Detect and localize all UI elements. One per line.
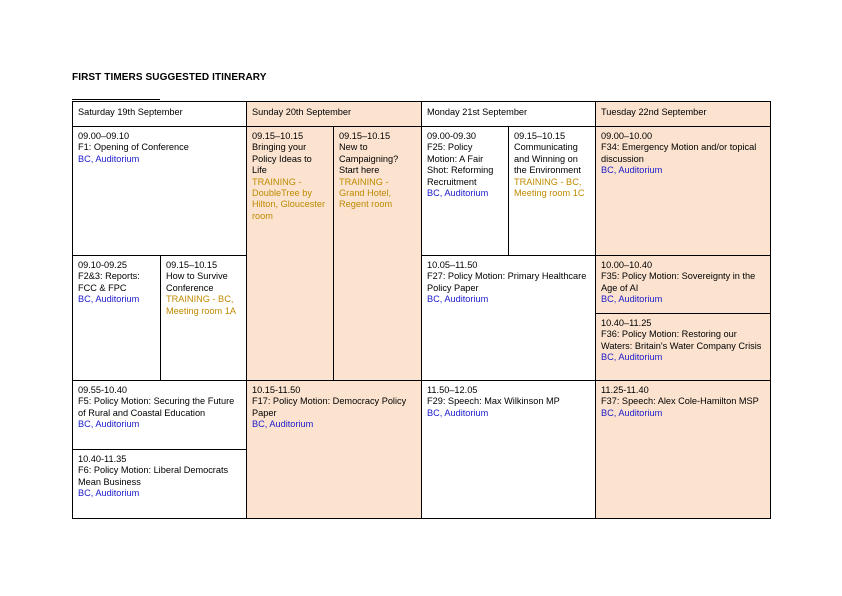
session-time: 09.00–09.10 [78,131,130,141]
session-title: F36: Policy Motion: Restoring our Waters: Britain's Water Company Crisis [601,329,762,351]
session-sat-f6 [72,449,247,519]
session-training: TRAINING - BC, Meeting room 1A [166,294,236,316]
session-sat-survive [160,255,247,381]
session-title: F17: Policy Motion: Democracy Policy Paper [252,396,407,418]
session-training: TRAINING - Grand Hotel, Regent room [339,176,393,210]
session-title: F1: Opening of Conference [78,142,189,153]
session-title: F25: Policy Motion: A Fair Shot: Reforming Recruitment [427,142,494,187]
session-title: F34: Emergency Motion and/or topical discussion [601,142,757,164]
session-sat-f5 [72,380,247,450]
session-location: BC, Auditorium [78,419,140,430]
session-tue-f37 [595,380,771,519]
session-sun-new [333,126,422,381]
session-training: TRAINING - BC, Meeting room 1C [514,176,585,199]
day-header-sunday [246,101,422,127]
session-time: 09.00-09.30 [427,131,477,141]
session-time: 11.50–12.05 [427,385,478,395]
session-title: F35: Policy Motion: Sovereignty in the Age of AI [601,271,756,293]
session-sun-f17 [246,380,422,519]
session-location: BC, Auditorium [78,153,140,164]
session-location: BC, Auditorium [427,407,489,418]
session-tue-f36 [595,313,771,381]
session-mon-f27 [421,255,596,381]
session-location: BC, Auditorium [252,419,314,430]
session-mon-f29 [421,380,596,519]
session-title: F37: Speech: Alex Cole-Hamilton MSP [601,396,759,407]
session-title: New to Campaigning? Start here [339,142,399,176]
session-time: 10.15-11.50 [252,385,301,395]
session-title: F5: Policy Motion: Securing the Future of Rural and Coastal Education [78,396,235,418]
session-time: 09.15–10.15 [252,131,304,141]
session-time: 10.00–10.40 [601,260,653,270]
session-mon-f25 [421,126,509,256]
session-location: BC, Auditorium [427,294,489,305]
day-header-label: Saturday 19th September [78,107,183,117]
session-location: BC, Auditorium [601,407,663,418]
session-title: Bringing your Policy Ideas to Life [252,142,312,176]
session-time: 09.15–10.15 [339,131,391,141]
day-header-label: Sunday 20th September [252,107,352,117]
session-time: 09.00–10.00 [601,131,653,141]
session-title: F2&3: Reports: FCC & FPC [78,271,140,293]
session-time: 11.25-11.40 [601,385,649,395]
session-time: 09.15–10.15 [166,260,218,270]
day-header-saturday [72,101,247,127]
session-title: F29: Speech: Max Wilkinson MP [427,396,560,407]
session-tue-f34 [595,126,771,256]
session-title: F6: Policy Motion: Liberal Democrats Mean Business [78,465,229,487]
session-mon-communicating [508,126,596,256]
day-header-tuesday [595,101,771,127]
session-title: F27: Policy Motion: Primary Healthcare Policy Paper [427,271,587,293]
session-location: BC, Auditorium [601,165,663,176]
session-tue-f35 [595,255,771,314]
session-time: 09.55-10.40 [78,385,128,395]
session-sat-opening [72,126,247,256]
session-time: 10.40–11.25 [601,318,652,328]
day-header-label: Tuesday 22nd September [601,107,707,117]
session-location: BC, Auditorium [601,294,663,305]
session-location: BC, Auditorium [78,488,140,499]
session-title: Communicating and Winning on the Environment [514,142,581,176]
session-location: BC, Auditorium [427,188,489,199]
session-time: 09.15–10.15 [514,131,566,141]
session-title: How to Survive Conference [166,271,228,293]
page-title: FIRST TIMERS SUGGESTED ITINERARY [72,72,267,83]
session-time: 09.10-09.25 [78,260,128,270]
session-sat-reports [72,255,161,381]
session-time: 10.40-11.35 [78,454,127,464]
session-time: 10.05–11.50 [427,260,478,270]
day-header-label: Monday 21st September [427,107,528,117]
title-underline [72,99,160,100]
session-location: BC, Auditorium [78,294,140,305]
day-header-monday [421,101,596,127]
session-training: TRAINING - DoubleTree by Hilton, Gloucester room [252,176,326,221]
session-location: BC, Auditorium [601,352,663,363]
session-sun-bringing [246,126,334,381]
itinerary-table [72,101,771,519]
